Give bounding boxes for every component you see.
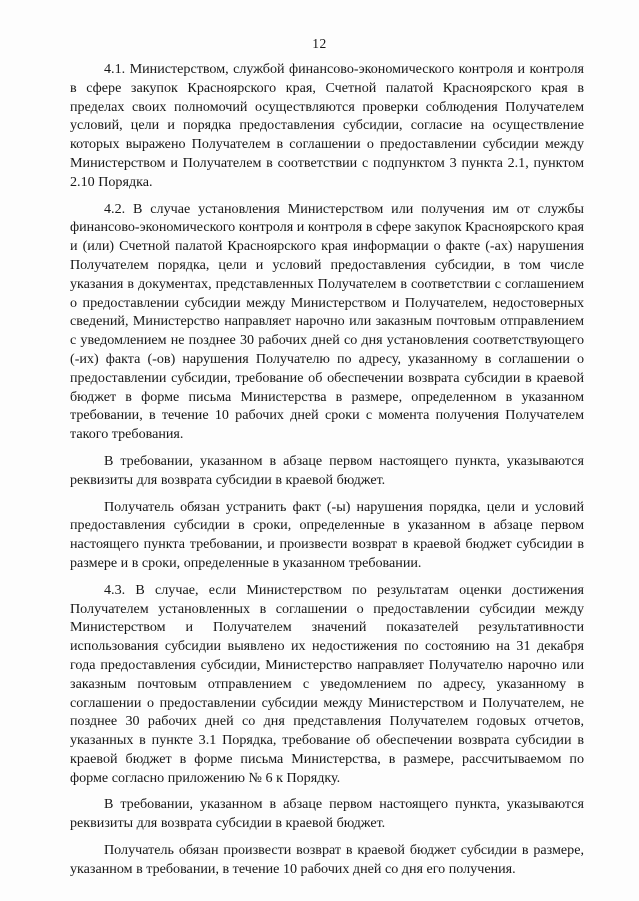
paragraph-4-1: 4.1. Министерством, службой финансово-экономического контроля и контроля в сфере закупок Красноярского края, Счетной палатой Красноярского края в пределах своих полномочий осуществляются проверки соблюдения Получателем условий, цели и порядка предоставления субсидии, согласие на осуществление которых выражено Получателем в соглашении о предоставлении субсидии между Министерством и Получателем в соответствии с подпунктом 3 пункта 2.1, пунктом 2.10 Порядка. <box>70 61 584 190</box>
paragraph-4-3-obligation: Получатель обязан произвести возврат в краевой бюджет субсидии в размере, указанном в требовании, в течение 10 рабочих дней со дня его получения. <box>70 842 584 877</box>
page-number: 12 <box>312 36 327 51</box>
paragraph-4-3-requisites: В требовании, указанном в абзаце первом настоящего пункта, указываются реквизиты для возврата субсидии в краевой бюджет. <box>70 796 584 832</box>
paragraph-4-2-obligation: Получатель обязан устранить факт (-ы) нарушения порядка, цели и условий предоставления субсидии в сроки, определенные в указанном в абзаце первом настоящего пункта требовании, и произвести возврат в краевой бюджет субсидии в размере и в сроки, определенные в указанном требовании. <box>70 498 584 571</box>
paragraph-4-2: 4.2. В случае установления Министерством или получения им от службы финансово-экономического контроля и контроля в сфере закупок Красноярского края и (или) Счетной палатой Красноярского края информации о факте (-ах) нарушения Получателем порядка, цели и условий предоставления субсидии, в том числе указания в документах, представленных Получателем в соответствии с соглашением о предоставлении субсидии между Министерством и Получателем, недостоверных сведений, Министерство направляет нарочно или заказным почтовым отправлением с уведомлением не позднее 30 рабочих дней со дня установления соответствующего (-их) факта (-ов) нарушения Получателю по адресу, указанному в соглашении о предоставлении субсидии, требование об обеспечении возврата субсидии в краевой бюджет в форме письма Министерства в размере, определенном в указанном требовании, в течение 10 рабочих дней сроки с момента получения Получателем такого требования. <box>70 200 584 443</box>
paragraph-4-3: 4.3. В случае, если Министерством по результатам оценки достижения Получателем установленных в соглашении о предоставлении субсидии между Министерством и Получателем значений показателей результативности использования субсидии выявлено их недостижения по состоянию на 31 декабря года предоставления субсидии, Министерство направляет Получателю нарочно или заказным почтовым отправлением с уведомлением по адресу, указанному в соглашении о предоставлении субсидии между Министерством и Получателем, не позднее 30 рабочих дней со дня представления Получателем годовых отчетов, указанных в пункте 3.1 Порядка, требование об обеспечении возврата субсидии в краевой бюджет в форме письма Министерства, в размере, рассчитываемом по форме согласно приложению № 6 к Порядку. <box>70 581 584 786</box>
paragraph-4-2-requisites: В требовании, указанном в абзаце первом настоящего пункта, указываются реквизиты для возврата субсидии в краевой бюджет. <box>70 452 584 488</box>
document-body <box>70 60 584 879</box>
